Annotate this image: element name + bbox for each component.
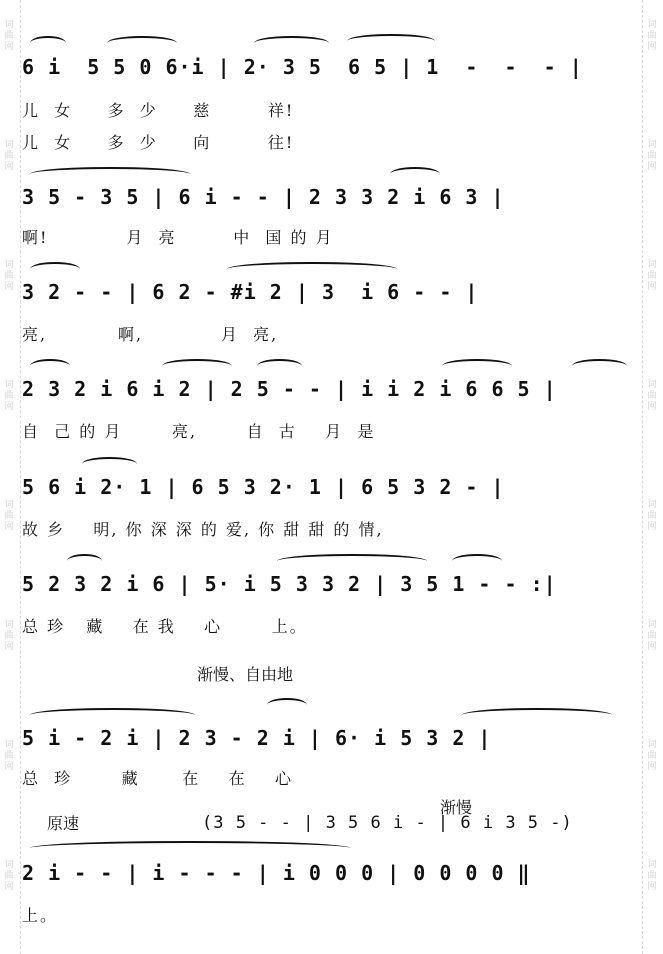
lyric-line: 儿 女 多 少 慈 祥! [22,101,295,120]
slur [30,36,66,50]
notation-line: 3 5 - 3 5 | 6 i - - | 2 3 3 2 i 6 3 | [22,185,505,209]
notation-line: 6 i 5 5 0 6·i | 2· 3 5 6 5 | 1 - - - | [22,55,583,79]
notation-line-intro: (3 5 - - | 3 5 6 i - | 6 i 3 5 -) [202,813,573,833]
lyric-line: 故 乡 明, 你 深 深 的 爱, 你 甜 甜 的 情, [22,520,384,539]
slur [452,554,502,568]
slur [277,554,427,568]
slur [347,34,435,48]
notation-line: 5 2 3 2 i 6 | 5· i 5 3 3 2 | 3 5 1 - - :| [22,572,557,596]
tempo-marking: 渐慢 [440,798,473,817]
slur [442,359,512,373]
slur [257,359,302,373]
tempo-marking: 原速 [47,814,80,833]
notation-line: 2 3 2 i 6 i 2 | 2 5 - - | i i 2 i 6 6 5 | [22,377,557,401]
slur [30,841,350,855]
slur [462,708,612,722]
lyric-line: 总 珍 藏 在 我 心 上。 [22,617,308,636]
slur [254,36,329,50]
watermark-right: 词曲网 词曲网 词曲网 词曲网 词曲网 词曲网 词曲网 词曲网 [642,0,663,954]
tempo-marking: 渐慢、自由地 [197,665,294,684]
slur [162,359,232,373]
lyric-line: 自 己 的 月 亮, 自 古 月 是 [22,422,376,441]
slur [30,262,80,276]
slur [390,167,440,181]
lyric-line: 亮, 啊, 月 亮, [22,325,279,344]
lyric-line: 啊! 月 亮 中 国 的 月 [22,228,334,247]
lyric-line: 儿 女 多 少 向 往! [22,133,295,152]
lyric-line: 上。 [22,906,59,925]
lyric-line: 总 珍 藏 在 在 心 [22,769,293,788]
slur [227,262,397,276]
slur [30,167,190,181]
slur [107,36,177,50]
slur [572,359,627,373]
slur [30,708,195,722]
notation-line: 5 6 i 2· 1 | 6 5 3 2· 1 | 6 5 3 2 - | [22,475,505,499]
notation-line: 3 2 - - | 6 2 - #i 2 | 3 i 6 - - | [22,280,479,304]
notation-line: 5 i - 2 i | 2 3 - 2 i | 6· i 5 3 2 | [22,726,492,750]
slur [67,554,102,568]
slur [30,359,70,373]
notation-line: 2 i - - | i - - - | i 0 0 0 | 0 0 0 0 ‖ [22,861,531,885]
watermark-left: 词曲网 词曲网 词曲网 词曲网 词曲网 词曲网 词曲网 词曲网 [0,0,21,954]
slur [82,457,137,471]
slur [267,698,307,712]
